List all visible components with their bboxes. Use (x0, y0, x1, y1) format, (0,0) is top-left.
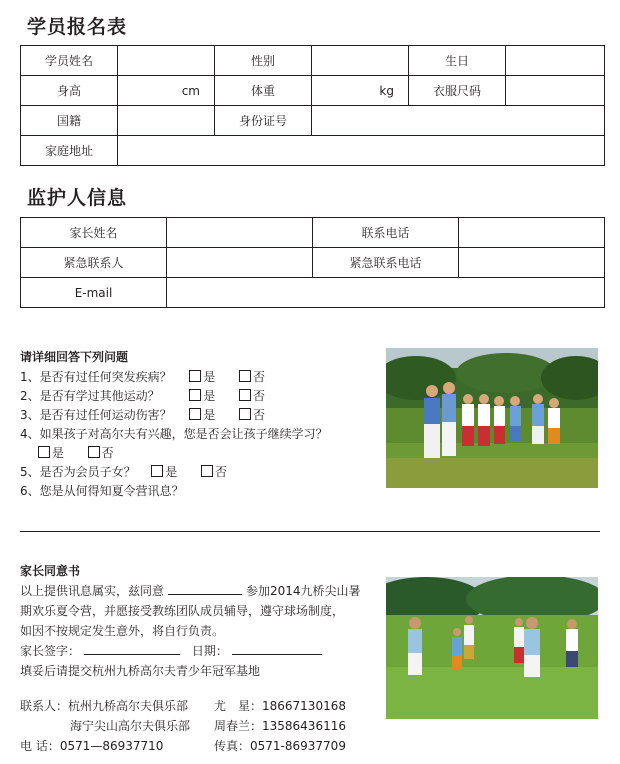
height-label: 身高 (21, 76, 118, 106)
emergency-contact-label: 紧急联系人 (21, 248, 167, 278)
height-field[interactable]: cm (118, 76, 215, 106)
nationality-field[interactable] (118, 106, 215, 136)
questions-heading: 请详细回答下列问题 (20, 350, 129, 364)
parent-name-field[interactable] (167, 218, 313, 248)
gender-label: 性别 (215, 46, 312, 76)
guardian-info-table (20, 217, 605, 308)
address-field[interactable] (118, 136, 605, 166)
question-2: 2、是否有学过其他运动？ 是 否 (20, 389, 265, 403)
parent-name-label: 家长姓名 (21, 218, 167, 248)
clothing-size-label: 衣服尺码 (409, 76, 506, 106)
weight-label: 体重 (215, 76, 312, 106)
kids-running-photo (386, 577, 598, 719)
id-number-label: 身份证号 (215, 106, 312, 136)
section-divider (20, 531, 600, 532)
birthday-label: 生日 (409, 46, 506, 76)
email-label: E-mail (21, 278, 167, 308)
contact-person-1: 尤 星：18667130168 (214, 699, 346, 713)
nationality-label: 国籍 (21, 106, 118, 136)
phone-number: 电 话：0571—86937710 (20, 739, 164, 753)
id-number-field[interactable] (312, 106, 605, 136)
submit-note: 填妥后请提交杭州九桥高尔夫青少年冠军基地 (20, 664, 261, 678)
q2-yes-checkbox[interactable] (189, 389, 201, 401)
consent-heading: 家长同意书 (20, 564, 81, 578)
q3-no-checkbox[interactable] (239, 408, 251, 420)
student-form-title: 学员报名表 (27, 16, 128, 38)
consent-line-1: 以上提供讯息属实，兹同意 参加2014九桥尖山暑 (20, 584, 361, 598)
contact-row-2: 海宁尖山高尔夫俱乐部 (70, 719, 191, 733)
q5-yes-checkbox[interactable] (151, 465, 163, 477)
address-label: 家庭地址 (21, 136, 118, 166)
question-5: 5、是否为会员子女？ 是 否 (20, 465, 227, 479)
question-6: 6、您是从何得知夏令营讯息？ (20, 484, 184, 498)
child-name-blank[interactable] (168, 584, 242, 595)
clothing-size-field[interactable] (506, 76, 605, 106)
emergency-phone-label: 紧急联系电话 (313, 248, 459, 278)
q2-no-checkbox[interactable] (239, 389, 251, 401)
gender-field[interactable] (312, 46, 409, 76)
golf-group-photo (386, 348, 598, 488)
student-name-label: 学员姓名 (21, 46, 118, 76)
contact-person-2: 周春兰：13586436116 (214, 719, 346, 733)
consent-line-3: 如因不按规定发生意外，将自行负责。 (20, 624, 225, 638)
signature-blank[interactable] (84, 644, 180, 655)
question-4-options: 是 否 (38, 444, 114, 461)
question-3: 3、是否有过任何运动伤害？ 是 否 (20, 408, 265, 422)
guardian-form-title: 监护人信息 (27, 187, 128, 209)
phone-field[interactable] (459, 218, 605, 248)
student-info-table (20, 45, 605, 166)
question-4: 4、如果孩子对高尔夫有兴趣，您是否会让孩子继续学习？ (20, 427, 328, 441)
fax-number: 传真：0571-86937709 (214, 739, 346, 753)
q1-yes-checkbox[interactable] (189, 370, 201, 382)
consent-line-2: 期欢乐夏令营，并愿接受教练团队成员辅导，遵守球场制度， (20, 604, 345, 618)
student-name-field[interactable] (118, 46, 215, 76)
contact-row-1: 联系人：杭州九桥高尔夫俱乐部 (20, 699, 189, 713)
q1-no-checkbox[interactable] (239, 370, 251, 382)
date-blank[interactable] (232, 644, 322, 655)
emergency-contact-field[interactable] (167, 248, 313, 278)
weight-field[interactable]: kg (312, 76, 409, 106)
birthday-field[interactable] (506, 46, 605, 76)
consent-signature-row: 家长签字： 日期： (20, 642, 322, 659)
emergency-phone-field[interactable] (459, 248, 605, 278)
q4-yes-checkbox[interactable] (38, 446, 50, 458)
email-field[interactable] (167, 278, 605, 308)
q5-no-checkbox[interactable] (201, 465, 213, 477)
q3-yes-checkbox[interactable] (189, 408, 201, 420)
question-1: 1、是否有过任何突发疾病？ 是 否 (20, 370, 265, 384)
phone-label: 联系电话 (313, 218, 459, 248)
q4-no-checkbox[interactable] (88, 446, 100, 458)
